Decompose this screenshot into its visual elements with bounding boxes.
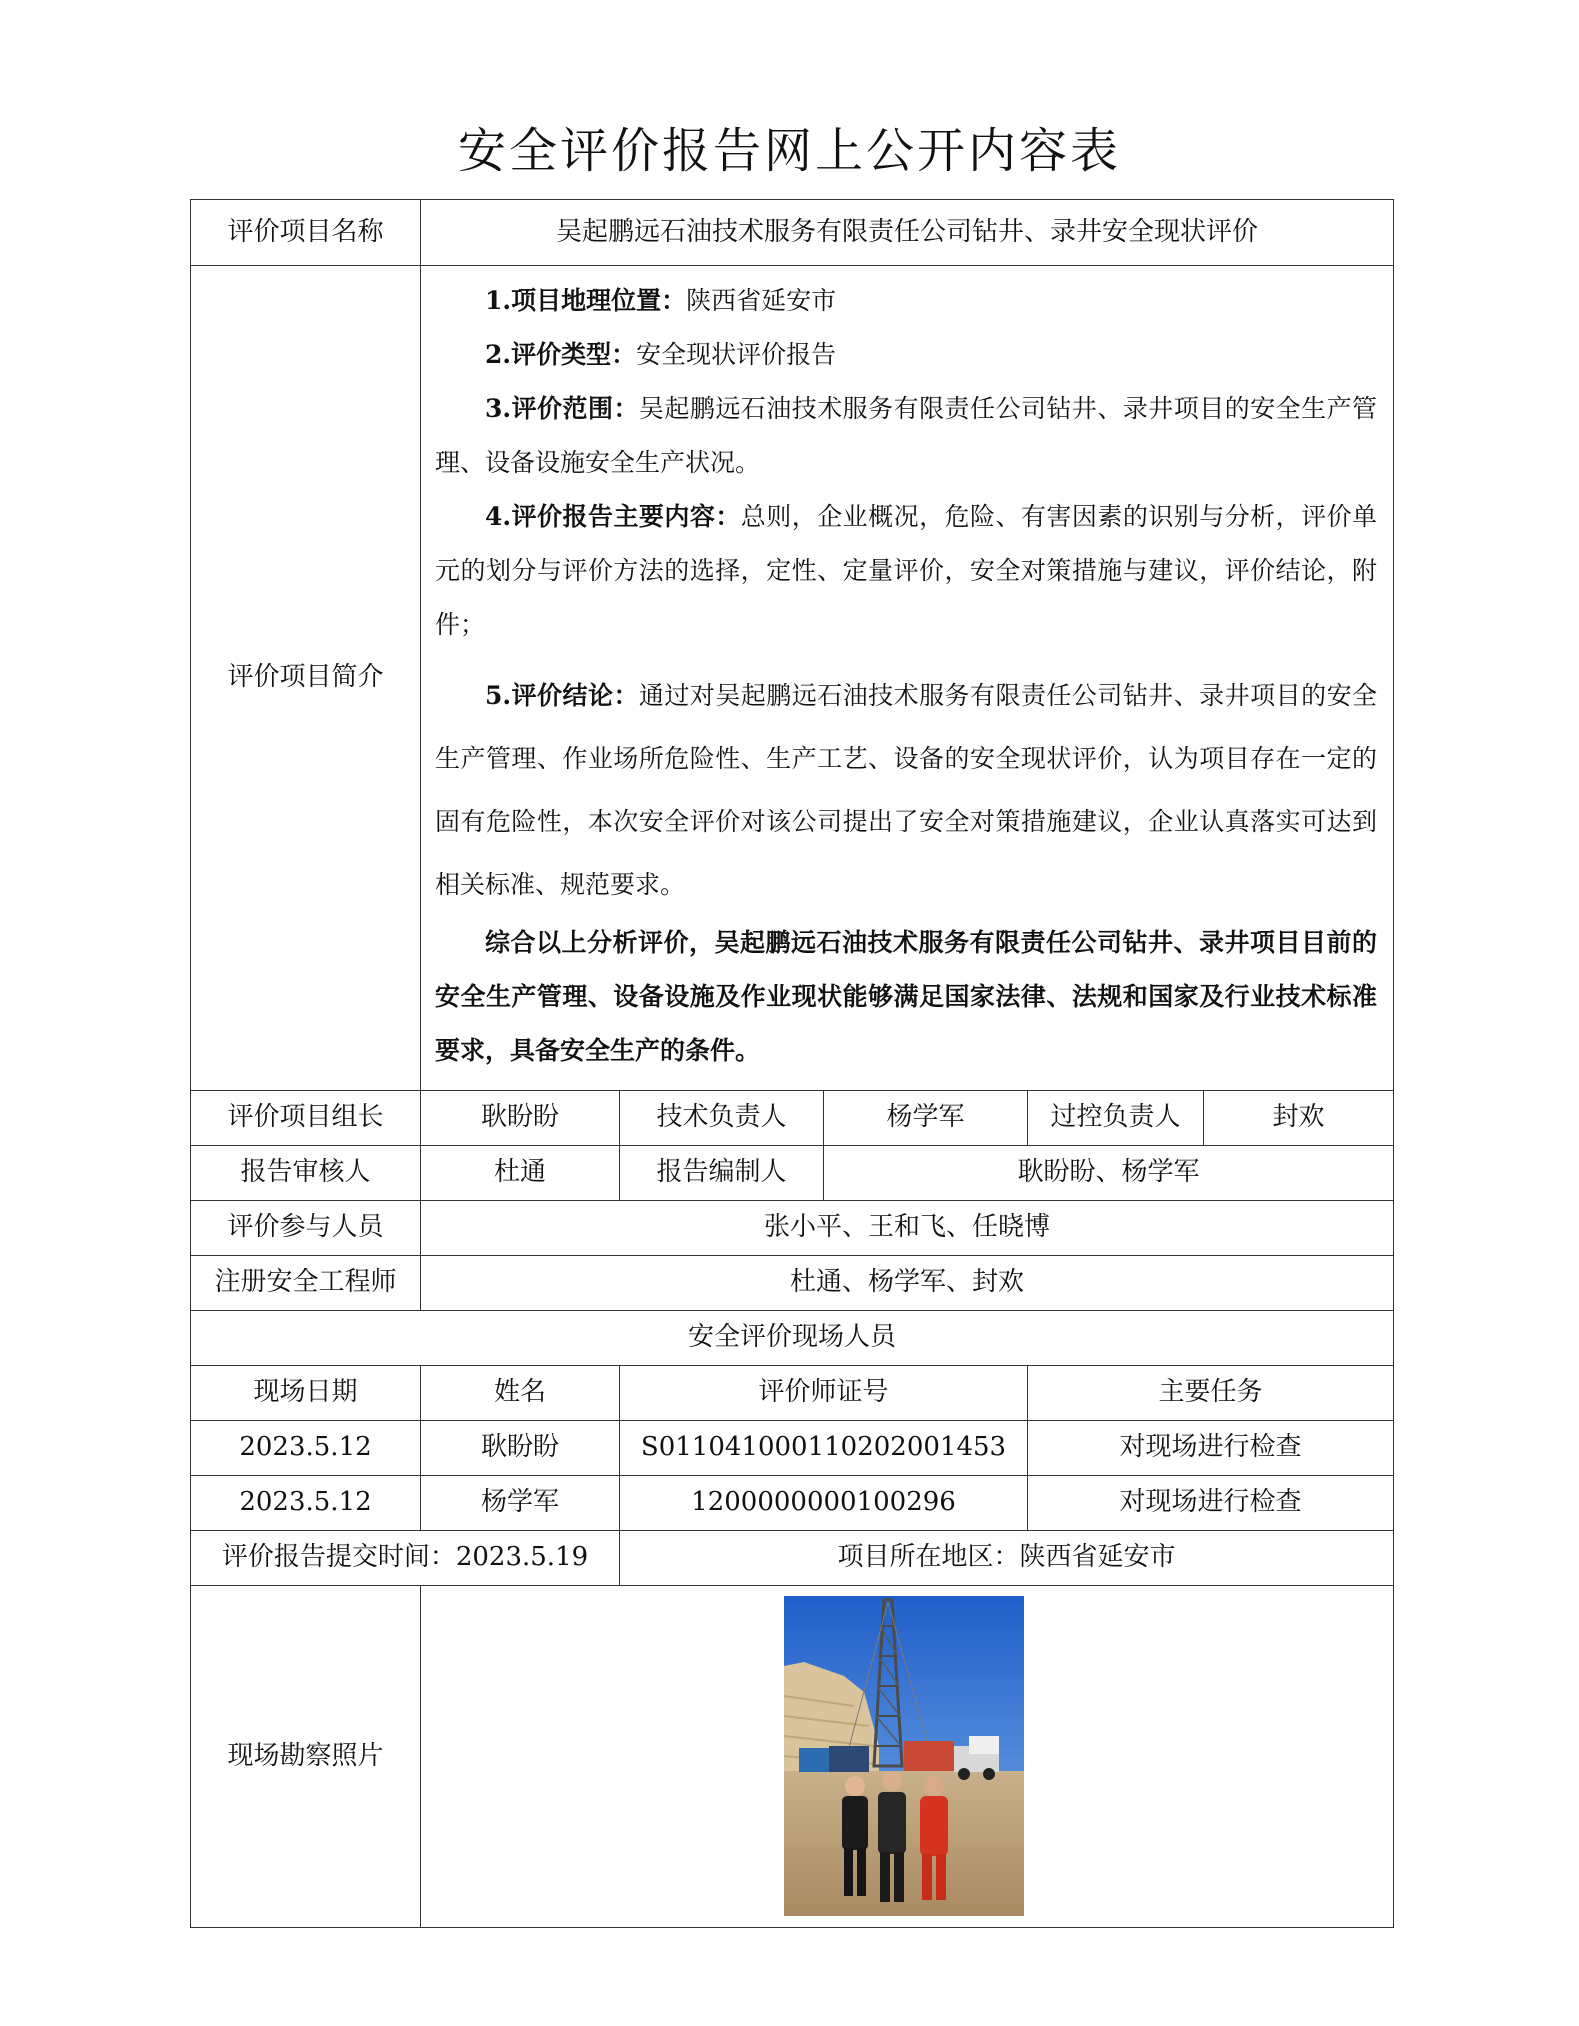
project-region: 项目所在地区：陕西省延安市	[620, 1531, 1394, 1586]
intro-location: 1.项目地理位置：陕西省延安市	[485, 286, 837, 315]
table-row	[191, 1476, 1394, 1531]
page-title: 安全评价报告网上公开内容表	[457, 123, 1121, 179]
photo-label: 现场勘察照片	[191, 1586, 421, 1928]
site-cert: S011041000110202001453	[620, 1421, 1028, 1476]
tech-lead-label: 技术负责人	[620, 1091, 824, 1146]
intro-overall-summary: 综合以上分析评价，吴起鹏远石油技术服务有限责任公司钻井、录井项目目前的安全生产管理、设备设施及作业现状能够满足国家法律、法规和国家及行业技术标准要求，具备安全生产的条件。	[435, 928, 1378, 1065]
intro-row	[191, 266, 1394, 1091]
editor-label: 报告编制人	[620, 1146, 824, 1201]
site-date: 2023.5.12	[191, 1476, 421, 1531]
reviewer-label: 报告审核人	[191, 1146, 421, 1201]
submit-row	[191, 1531, 1394, 1586]
participants-label: 评价参与人员	[191, 1201, 421, 1256]
site-date: 2023.5.12	[191, 1421, 421, 1476]
submit-time: 评价报告提交时间：2023.5.19	[191, 1531, 620, 1586]
site-photo	[784, 1596, 1024, 1916]
intro-conclusion: 5.评价结论：通过对吴起鹏远石油技术服务有限责任公司钻井、录井项目的安全生产管理、作业场所危险性、生产工艺、设备的安全现状评价，认为项目存在一定的固有危险性，本次安全评价对该公司提出了安全对策措施建议，企业认真落实可达到相关标准、规范要求。	[435, 681, 1378, 899]
reviewer-value: 杜通	[421, 1146, 620, 1201]
project-name-label: 评价项目名称	[191, 200, 421, 266]
participants-row	[191, 1201, 1394, 1256]
photo-row	[191, 1586, 1394, 1928]
engineers-label: 注册安全工程师	[191, 1256, 421, 1311]
participants-value: 张小平、王和飞、任晓博	[421, 1201, 1394, 1256]
site-section-title: 安全评价现场人员	[191, 1311, 1394, 1366]
site-photo-icon	[784, 1596, 1024, 1916]
intro-scope: 3.评价范围：吴起鹏远石油技术服务有限责任公司钻井、录井项目的安全生产管理、设备设施安全生产状况。	[435, 394, 1378, 477]
header-cert: 评价师证号	[620, 1366, 1028, 1421]
leader-label: 评价项目组长	[191, 1091, 421, 1146]
site-task: 对现场进行检查	[1028, 1476, 1394, 1531]
site-name: 耿盼盼	[421, 1421, 620, 1476]
intro-content	[421, 266, 1394, 1091]
intro-type: 2.评价类型：安全现状评价报告	[485, 340, 837, 369]
project-name-row	[191, 200, 1394, 266]
header-name: 姓名	[421, 1366, 620, 1421]
process-lead-label: 过控负责人	[1028, 1091, 1204, 1146]
process-lead-value: 封欢	[1204, 1091, 1394, 1146]
site-task: 对现场进行检查	[1028, 1421, 1394, 1476]
photo-cell	[421, 1586, 1394, 1928]
intro-label: 评价项目简介	[191, 266, 421, 1091]
site-section-row	[191, 1311, 1394, 1366]
intro-content-summary: 4.评价报告主要内容：总则，企业概况，危险、有害因素的识别与分析，评价单元的划分与评价方法的选择，定性、定量评价，安全对策措施与建议，评价结论，附件；	[435, 502, 1378, 639]
table-row	[191, 1421, 1394, 1476]
team-row-1	[191, 1091, 1394, 1146]
engineers-value: 杜通、杨学军、封欢	[421, 1256, 1394, 1311]
header-date: 现场日期	[191, 1366, 421, 1421]
project-name-value: 吴起鹏远石油技术服务有限责任公司钻井、录井安全现状评价	[421, 200, 1394, 266]
editor-value: 耿盼盼、杨学军	[824, 1146, 1394, 1201]
report-table	[190, 199, 1394, 1928]
leader-value: 耿盼盼	[421, 1091, 620, 1146]
site-header-row	[191, 1366, 1394, 1421]
tech-lead-value: 杨学军	[824, 1091, 1028, 1146]
engineers-row	[191, 1256, 1394, 1311]
site-name: 杨学军	[421, 1476, 620, 1531]
header-task: 主要任务	[1028, 1366, 1394, 1421]
site-cert: 1200000000100296	[620, 1476, 1028, 1531]
team-row-2	[191, 1146, 1394, 1201]
